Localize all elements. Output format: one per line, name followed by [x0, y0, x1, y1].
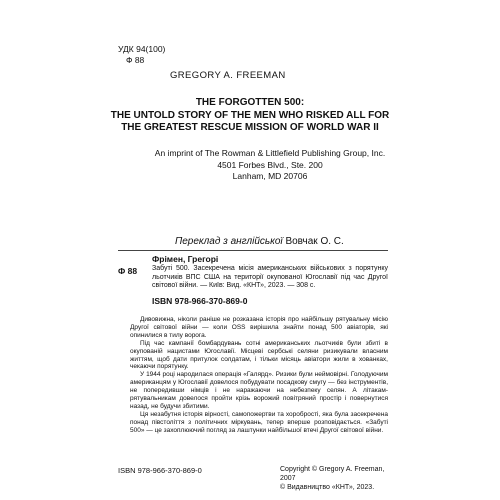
- imprint-line: 4501 Forbes Blvd., Ste. 200: [217, 159, 323, 170]
- imprint-line: An imprint of The Rowman & Littlefield Publishing Group, Inc.: [154, 148, 386, 158]
- copyright-line: © Видавництво «КНТ», 2023.: [280, 484, 375, 491]
- copyright-line: Copyright © Gregory A. Freeman, 2007: [280, 466, 385, 482]
- translation-credit: [175, 236, 344, 247]
- annotation-paragraph: Дивовижна, ніколи раніше не розказана історія про найбільшу рятувальну місію Другої світової війни — коли OSS вирішила знайти понад 500 авіаторів, які опинилися в тилу ворога.: [130, 316, 388, 339]
- bbk-code: Ф 88: [126, 55, 145, 65]
- original-title: [100, 97, 400, 135]
- author-name: GREGORY A. FREEMAN: [170, 70, 286, 81]
- copyright-notice: [280, 465, 390, 492]
- annotation-paragraph: У 1944 році народилася операція «Галярд». Ризики були неймовірні. Голодуючим американцям у Югославії довелося побудувати посадкову смугу — без інструментів, не попередивши німців і не наражаючи на небезпеку селян. А літакам-рятувальникам довелося пройти крізь ворожий повітряний простір і повернутися назад, не будучи збитими.: [130, 371, 388, 410]
- udk-code: УДК 94(100): [118, 44, 166, 54]
- imprint-line: Lanham, MD 20706: [232, 171, 308, 181]
- title-line: THE FORGOTTEN 500:: [195, 97, 305, 108]
- catalog-description: Забуті 500. Засекречена місія американських військових з порятунку льотчиків ВПС США на території окупованої Югославії під час Другої світової війни. — Київ: Вид. «КНТ», 2023. — 308 с.: [152, 265, 388, 290]
- isbn-footer: ISBN 978-966-370-869-0: [118, 466, 202, 475]
- divider: [118, 250, 388, 251]
- translation-prefix: Переклад з англійської: [175, 236, 283, 247]
- annotation-paragraph: Ця незабутня історія вірності, самопожертви та хоробрості, яка була засекречена понад півстоліття з політичних міркувань, тепер вперше розповідається. «Забуті 500» — це захоплюючий погляд за лаштунки найбільшої втечі Другої світової війни.: [130, 410, 388, 434]
- classification-codes: [118, 44, 165, 66]
- title-line: THE GREATEST RESCUE MISSION OF WORLD WAR II: [121, 122, 379, 133]
- annotation-paragraph: Під час кампанії бомбардувань сотні американських льотчиків були збиті в окупованій нацистами Югославії. Місцеві сербські селяни ризикували власним життям, щоб дати притулок солдатам, і тільки місяць авіатори жили в хованках, чекаючи порятунку.: [130, 339, 388, 371]
- annotation: [130, 316, 388, 435]
- translator-name: Вовчак О. С.: [285, 236, 344, 247]
- isbn-bold: ISBN 978-966-370-869-0: [152, 296, 248, 306]
- catalog-index: Ф 88: [118, 266, 138, 276]
- catalog-author: Фрімен, Грегорі: [152, 254, 219, 264]
- publisher-imprint: [100, 148, 440, 183]
- title-line: THE UNTOLD STORY OF THE MEN WHO RISKED ALL FOR: [110, 109, 390, 121]
